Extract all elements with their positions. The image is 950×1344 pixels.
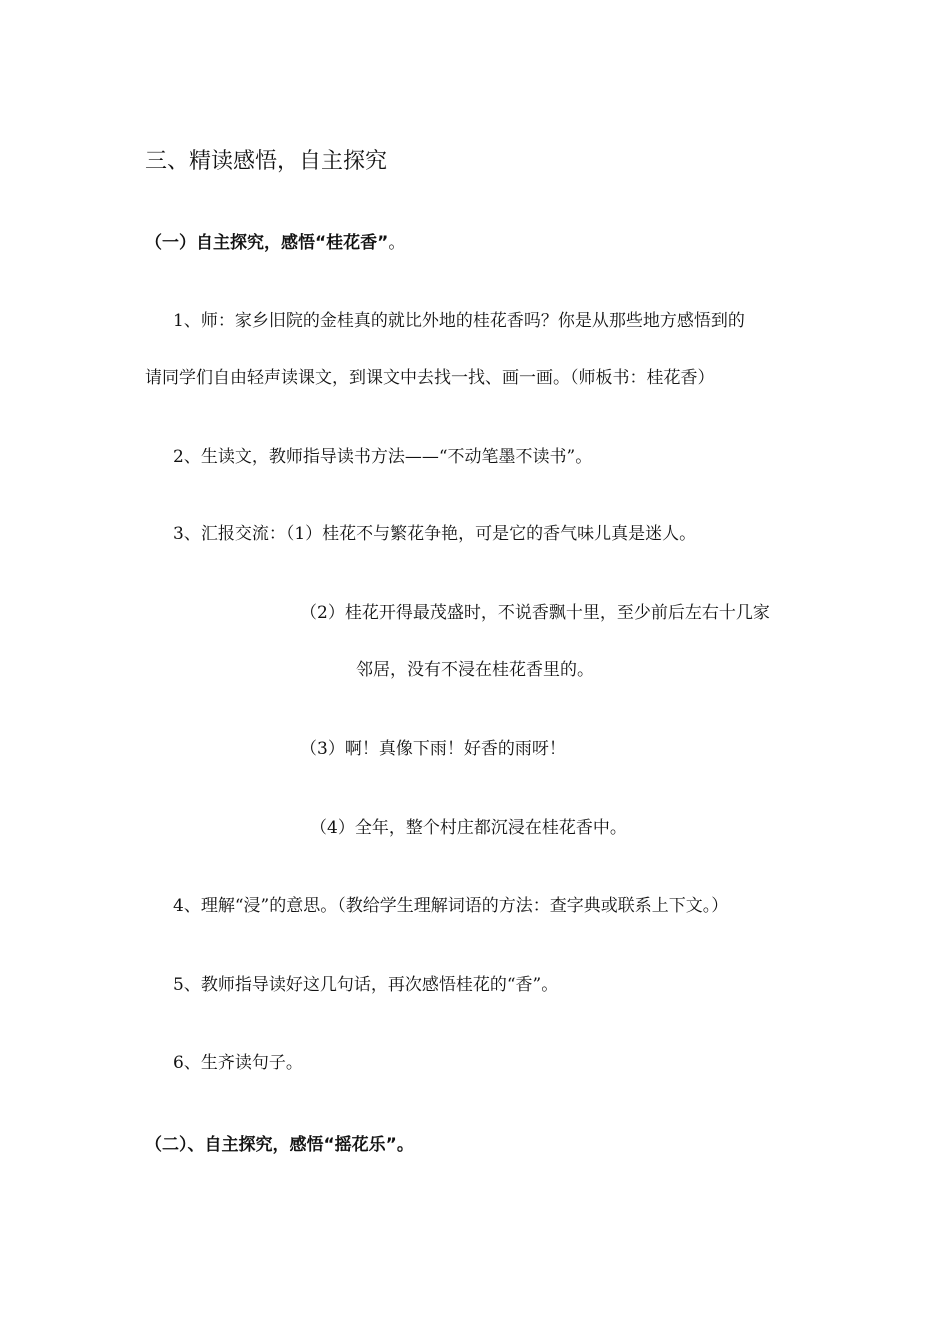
item-3-sub-2-line-1: （2）桂花开得最茂盛时，不说香飘十里，至少前后左右十几家 bbox=[300, 603, 770, 623]
item-6: 6、生齐读句子。 bbox=[173, 1053, 303, 1073]
subsection-heading-1 bbox=[145, 232, 405, 254]
item-1-line-2: 请同学们自由轻声读课文，到课文中去找一找、画一画。（师板书：桂花香） bbox=[145, 368, 715, 388]
item-3-sub-3: （3）啊！真像下雨！好香的雨呀！ bbox=[300, 739, 566, 759]
subsection-heading-1-tail: 。 bbox=[388, 233, 406, 253]
item-2: 2、生读文，教师指导读书方法——“不动笔墨不读书”。 bbox=[173, 447, 593, 467]
subsection-heading-2: （二）、自主探究，感悟“摇花乐”。 bbox=[145, 1135, 414, 1155]
item-3-sub-4: （4）全年，整个村庄都沉浸在桂花香中。 bbox=[310, 818, 627, 838]
item-4: 4、理解“浸”的意思。（教给学生理解词语的方法：查字典或联系上下文。） bbox=[173, 896, 729, 916]
item-5: 5、教师指导读好这几句话，再次感悟桂花的“香”。 bbox=[173, 975, 559, 995]
item-3: 3、汇报交流：（1）桂花不与繁花争艳，可是它的香气味儿真是迷人。 bbox=[173, 524, 697, 544]
item-1-line-1: 1、师：家乡旧院的金桂真的就比外地的桂花香吗？你是从那些地方感悟到的 bbox=[173, 311, 745, 331]
section-title: 三、精读感悟，自主探究 bbox=[145, 149, 388, 174]
item-3-sub-2-line-2: 邻居，没有不浸在桂花香里的。 bbox=[356, 660, 594, 680]
subsection-heading-1-text: （一）自主探究，感悟“桂花香” bbox=[145, 233, 389, 253]
